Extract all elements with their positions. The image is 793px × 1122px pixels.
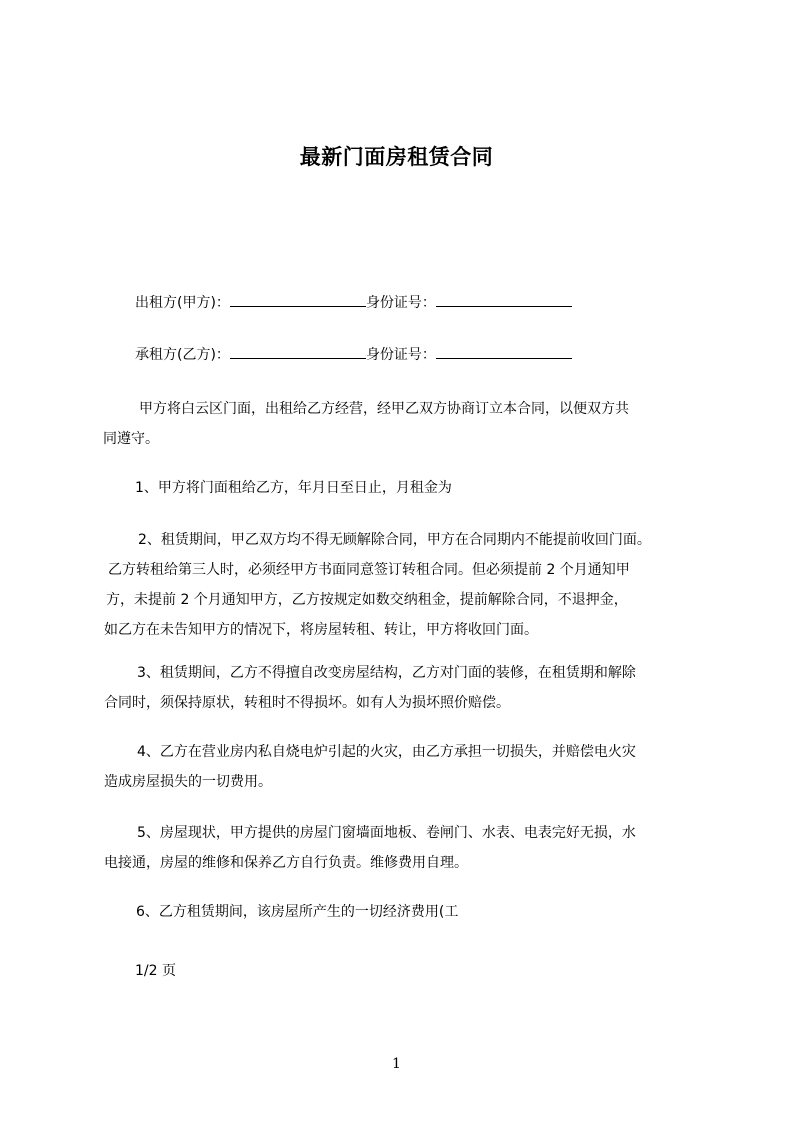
party-b-id-blank — [436, 344, 572, 359]
paragraph-line: 电接通，房屋的维修和保养乙方自行负责。维修费用自理。 — [104, 855, 468, 871]
clause-3 — [103, 658, 723, 718]
paragraph-line: 5、房屋现状，甲方提供的房屋门窗墙面地板、卷闸门、水表、电表完好无损，水 — [137, 825, 636, 841]
page-number: 1 — [392, 1056, 401, 1072]
page-title: 最新门面房租赁合同 — [299, 145, 494, 169]
party-a-name-blank — [230, 292, 366, 307]
clause-2 — [103, 525, 723, 645]
party-a-label: 出租方(甲方)： — [135, 295, 230, 311]
paragraph-line: 乙方转租给第三人时，必须经甲方书面同意签订转租合同。但必须提前 2 个月通知甲 — [108, 562, 630, 578]
paragraph-line: 方，未提前 2 个月通知甲方，乙方按规定如数交纳租金，提前解除合同，不退押金， — [106, 592, 628, 608]
paragraph-line: 3、租赁期间，乙方不得擅自改变房屋结构，乙方对门面的装修，在租赁期和解除 — [137, 665, 636, 681]
paragraph-line: 如乙方在未告知甲方的情况下，将房屋转租、转让，甲方将收回门面。 — [104, 622, 538, 638]
paragraph-line: 4、乙方在营业房内私自烧电炉引起的火灾，由乙方承担一切损失，并赔偿电火灾 — [137, 744, 636, 760]
clause-1 — [103, 473, 723, 503]
party-a-line — [135, 292, 572, 312]
party-b-name-blank — [230, 344, 366, 359]
paragraph-line: 6、乙方租赁期间，该房屋所产生的一切经济费用(工 — [136, 904, 459, 920]
page-count-footer: 1/2 页 — [135, 963, 176, 979]
paragraph-line: 2、租赁期间，甲乙双方均不得无顾解除合同，甲方在合同期内不能提前收回门面。 — [138, 532, 651, 548]
paragraph-line: 造成房屋损失的一切费用。 — [104, 774, 272, 790]
party-b-id-label: 身份证号： — [365, 347, 436, 363]
clause-5 — [103, 818, 723, 878]
party-b-line — [135, 344, 572, 364]
paragraph-line: 合同时，须保持原状，转租时不得损坏。如有人为损坏照价赔偿。 — [104, 695, 510, 711]
paragraph-line: 同遵守。 — [103, 431, 159, 447]
party-a-id-blank — [436, 292, 572, 307]
party-a-id-label: 身份证号： — [365, 295, 436, 311]
clause-6 — [103, 897, 723, 927]
clause-4 — [103, 737, 723, 797]
paragraph-line: 甲方将白云区门面，出租给乙方经营，经甲乙双方协商订立本合同，以便双方共 — [139, 401, 629, 417]
party-b-label: 承租方(乙方)： — [135, 347, 230, 363]
intro-paragraph — [103, 394, 723, 454]
paragraph-line: 1、甲方将门面租给乙方，年月日至日止，月租金为 — [135, 480, 452, 496]
